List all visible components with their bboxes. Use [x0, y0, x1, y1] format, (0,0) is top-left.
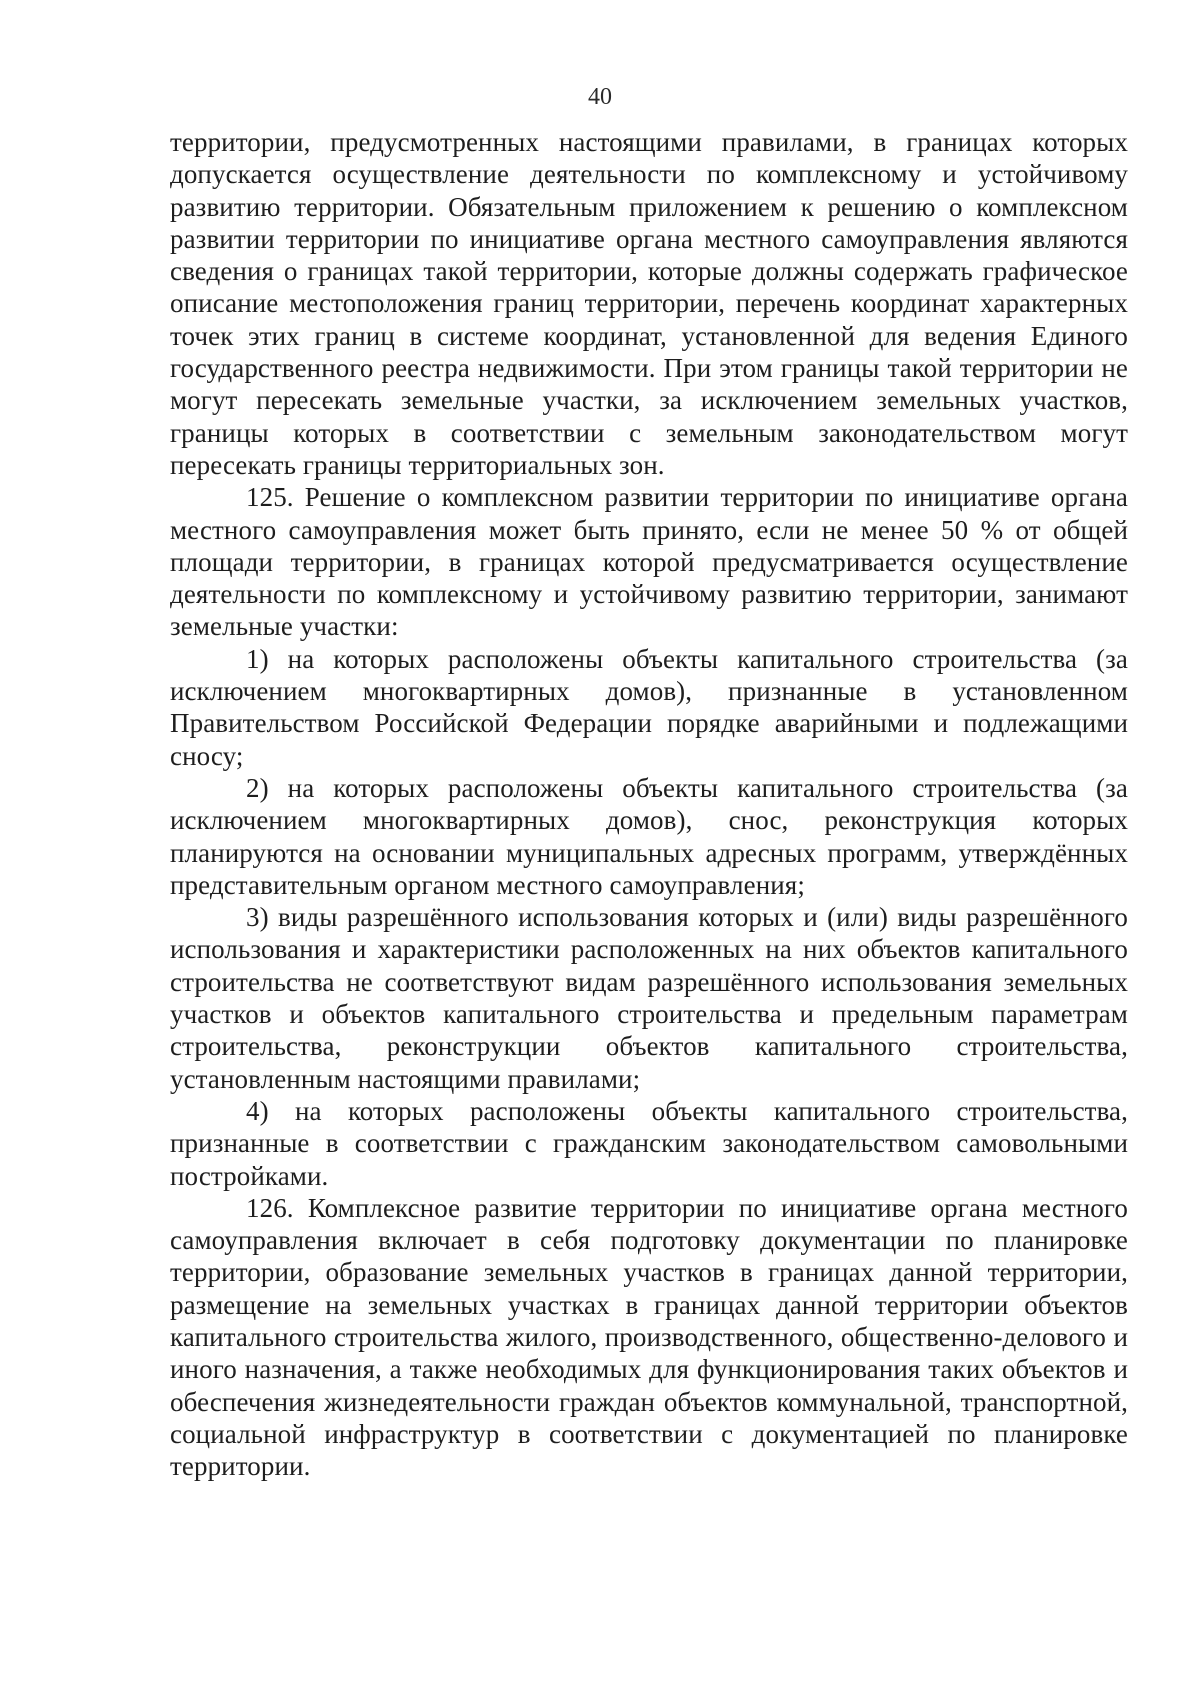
- list-item-3: 3) виды разрешённого использования которых и (или) виды разрешённого использования и характеристики расположенных на них объектов капитального строительства не соответствуют видам разрешённого использования земельных участков и объектов капитального строительства и предельным параметрам строительства, реконструкции объектов капитального строительства, установленным настоящими правилами;: [170, 902, 1128, 1094]
- paragraph-continuation: территории, предусмотренных настоящими правилами, в границах которых допускается осуществление деятельности по комплексному и устойчивому развитию территории. Обязательным приложением к решению о комплексном развитии территории по инициативе органа местного самоуправления являются сведения о границах такой территории, которые должны содержать графическое описание местоположения границ территории, перечень координат характерных точек этих границ в системе координат, установленной для ведения Единого государственного реестра недвижимости. При этом границы такой территории не могут пересекать земельные участки, за исключением земельных участков, границы которых в соответствии с земельным законодательством могут пересекать границы территориальных зон.: [170, 127, 1128, 480]
- list-item-4: 4) на которых расположены объекты капитального строительства, признанные в соответствии с гражданским законодательством самовольными постройками.: [170, 1095, 1128, 1191]
- paragraph-item-125: 125. Решение о комплексном развитии территории по инициативе органа местного самоуправления может быть принято, если не менее 50 % от общей площади территории, в границах которой предусматривается осуществление деятельности по комплексному и устойчивому развитию территории, занимают земельные участки:: [170, 482, 1128, 642]
- list-item-1: 1) на которых расположены объекты капитального строительства (за исключением многоквартирных домов), признанные в установленном Правительством Российской Федерации порядке аварийными и подлежащими сносу;: [170, 643, 1128, 771]
- list-item-2: 2) на которых расположены объекты капитального строительства (за исключением многоквартирных домов), снос, реконструкция которых планируются на основании муниципальных адресных программ, утверждённых представительным органом местного самоуправления;: [170, 772, 1128, 900]
- paragraph-item-126: 126. Комплексное развитие территории по инициативе органа местного самоуправления включает в себя подготовку документации по планировке территории, образование земельных участков в границах данной территории, размещение на земельных участках в границах данной территории объектов капитального строительства жилого, производственного, общественно-делового и иного назначения, а также необходимых для функционирования таких объектов и обеспечения жизнедеятельности граждан объектов коммунальной, транспортной, социальной инфраструктур в соответствии с документацией по планировке территории.: [170, 1192, 1128, 1482]
- document-body: [170, 126, 1128, 1482]
- page-number: 40: [588, 84, 612, 110]
